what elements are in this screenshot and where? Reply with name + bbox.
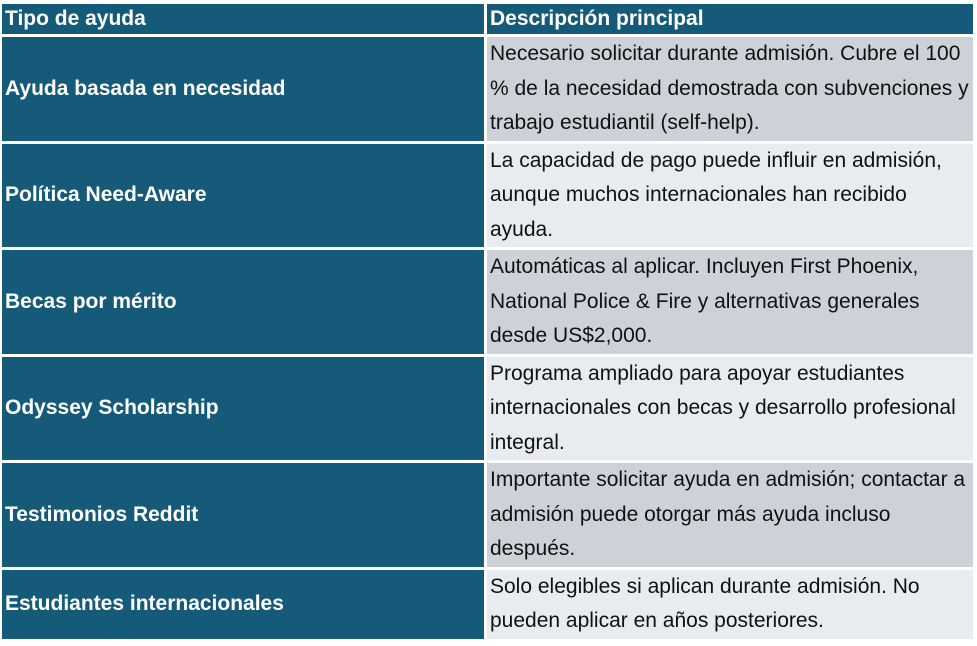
column-header-type: Tipo de ayuda [2,4,487,37]
aid-description-cell: La capacidad de pago puede influir en admisión, aunque muchos internacionales han recibido ayuda. [487,144,973,251]
aid-type-cell: Política Need-Aware [2,144,487,251]
column-header-description: Descripción principal [487,4,973,37]
aid-type-cell: Odyssey Scholarship [2,357,487,464]
table-row [2,463,973,570]
table-row [2,37,973,144]
table-row [2,570,973,642]
table-row [2,250,973,357]
aid-type-cell: Testimonios Reddit [2,463,487,570]
aid-description-cell: Solo elegibles si aplican durante admisión. No pueden aplicar en años posteriores. [487,570,973,642]
aid-description-cell: Necesario solicitar durante admisión. Cubre el 100 % de la necesidad demostrada con subvenciones y trabajo estudiantil (self-help). [487,37,973,144]
aid-description-cell: Programa ampliado para apoyar estudiantes internacionales con becas y desarrollo profesional integral. [487,357,973,464]
aid-description-cell: Importante solicitar ayuda en admisión; contactar a admisión puede otorgar más ayuda incluso después. [487,463,973,570]
table-row [2,357,973,464]
aid-type-cell: Estudiantes internacionales [2,570,487,642]
table-header-row [2,4,973,37]
table-row [2,144,973,251]
aid-type-cell: Ayuda basada en necesidad [2,37,487,144]
aid-description-cell: Automáticas al aplicar. Incluyen First Phoenix, National Police & Fire y alternativas generales desde US$2,000. [487,250,973,357]
aid-type-cell: Becas por mérito [2,250,487,357]
financial-aid-table [2,4,973,642]
